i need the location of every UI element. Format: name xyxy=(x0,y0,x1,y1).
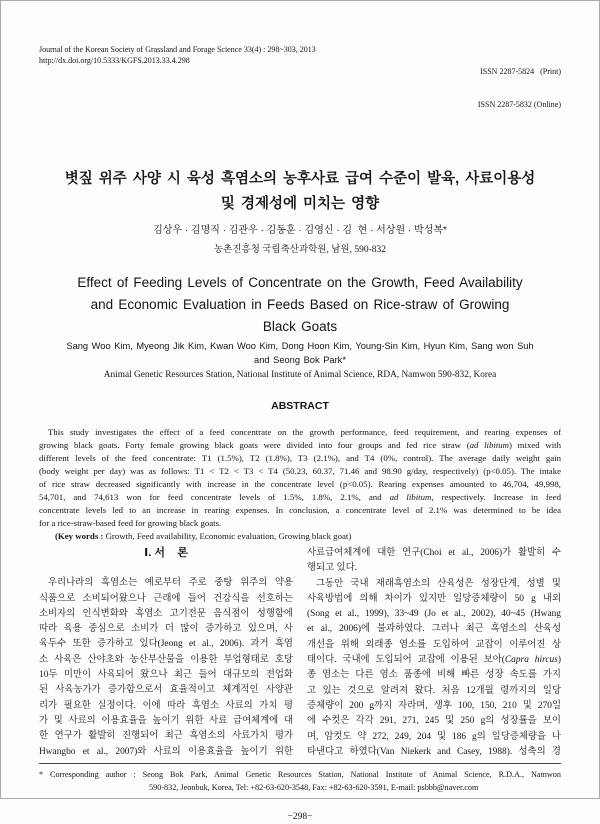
authors-korean: 김상우 · 김명직 · 김관우 · 김동훈 · 김영신 · 김 현 · 서상원 · 박성복* xyxy=(153,225,447,236)
text-line: 고 있는 것으로 알려져 왔다. 처음 12개월 령까지의 일당 xyxy=(307,685,561,696)
affiliation-english: Animal Genetic Resources Station, National Institute of Animal Science, RDA, Namwon 590-832, Korea xyxy=(103,370,497,380)
paper-title-english-line1: Effect of Feeding Levels of Concentrate on the Growth, Feed Availability xyxy=(77,275,523,290)
corresponding-author-note xyxy=(39,764,561,794)
page-content xyxy=(1,1,599,824)
text-line: 종 염소는 다른 염소 품종에 비해 빠른 성장 속도를 가지 xyxy=(307,670,561,681)
text-line: 소비자의 인식변화와 흑염소 고기전문 음식점이 성행함에 xyxy=(39,608,293,619)
paper-title-korean-line2: 및 경제성에 미치는 영향 xyxy=(220,196,380,212)
paper-title-korean-line1: 볏짚 위주 사양 시 육성 흑염소의 농후사료 급여 수준이 발육, 사료이용성 xyxy=(64,171,536,187)
paper-title-english-line2: and Economic Evaluation in Feeds Based on Rice-straw of Growing xyxy=(90,297,510,312)
keywords-text: Growth, Feed availability, Economic evaluation, Growing black goat) xyxy=(103,531,352,541)
text-line: 며, 암컷도 약 272, 249, 204 및 186 g의 일당증체량을 나 xyxy=(307,731,561,742)
text-line: 리가 필요한 실정이다. 이에 따라 흑염소 사료의 가치 평 xyxy=(39,700,293,711)
paper-title-english-line3: Black Goats xyxy=(262,319,338,334)
paper-title-korean xyxy=(39,167,561,217)
text-line: concentrate levels led to an increase in rearing expenses. In conclusion, a concentrate level of 2.1% was determined to be idea xyxy=(39,505,561,515)
body-column-right xyxy=(307,546,561,760)
issn-online: ISSN 2287-5832 (Online) xyxy=(477,100,561,109)
authors-english-line2: and Seong Bok Park* xyxy=(254,354,346,365)
page-header xyxy=(39,44,561,132)
issn-block xyxy=(478,44,561,132)
authors-english xyxy=(39,340,561,367)
text-line: 사료급여체계에 대한 연구(Choi et al., 2006)가 활발히 수 xyxy=(307,548,561,558)
abstract-text xyxy=(39,426,561,530)
section-heading-introduction: Ⅰ. 서 론 xyxy=(144,547,188,559)
text-line: different levels of the feed concentrate: T1 (1.5%), T2 (1.8%), T3 (2.1%), and T4 (0%, control). The average daily weight gain xyxy=(39,453,561,463)
text-line: 한 연구가 활발히 진행되어 최근 흑염소의 사료가치 평가 xyxy=(39,731,293,742)
text-line: Hwangbo et al., 2007)와 사료의 이용효율을 높이기 위한 xyxy=(39,746,293,757)
page-number: −298− xyxy=(287,812,313,823)
text-line: 행되고 있다. xyxy=(307,563,357,574)
paper-title-english xyxy=(39,272,561,338)
text-line: et al., 2006)에 불과하였다. 그러나 최근 흑염소의 산육성 xyxy=(307,624,561,635)
corresponding-author-line2: 590-832, Jeonbuk, Korea, Tel: +82-63-620-3548, Fax: +82-63-620-3591, E-mail: psbbb@naver.com xyxy=(149,783,479,793)
text-line: 가 및 사료의 이용효율을 높이기 위한 사료 급여체계에 대 xyxy=(39,715,293,726)
intro-paragraph-right xyxy=(307,546,561,760)
intro-paragraph-left xyxy=(39,576,293,760)
authors-english-line1: Sang Woo Kim, Myeong Jik Kim, Kwan Woo Kim, Dong Hoon Kim, Young-Sin Kim, Hyun Kim, Sang won Suh xyxy=(66,341,534,351)
body-columns xyxy=(39,546,561,760)
text-line: 사육방법에 의해 차이가 있지만 일당증체량이 50 g 내외 xyxy=(307,593,561,604)
text-line: 10두 미만이 사육되어 왔으나 최근 들어 대규모의 전업화 xyxy=(39,670,293,681)
body-column-left xyxy=(39,546,293,760)
text-line: 54,701, and 74,613 won for feed concentrate levels of 1.5%, 1.8%, 2.1%, and ad libitum, respectively. Increase in feed xyxy=(39,492,561,502)
text-line: 증체량이 200 g까지 자라며, 생후 100, 150, 210 및 270일 xyxy=(307,700,561,711)
text-line: 에 수컷은 각각 291, 271, 245 및 250 g의 성장률을 보이 xyxy=(307,716,561,727)
text-line: 태이다. 국내에 도입되어 교잡에 이용된 보아(Capra hircus) xyxy=(307,655,561,666)
text-line: 육두수 또한 증가하고 있다(Jeong et al., 2006). 과거 흑염 xyxy=(39,639,293,650)
corresponding-author-line1: * Corresponding author : Seong Bok Park, Animal Genetic Resources Station, National Institute of Animal Science, R.D.A., Namwon xyxy=(39,770,561,780)
affiliation-korean: 농촌진흥청 국립축산과학원, 남원, 590-832 xyxy=(213,245,387,255)
text-line: for a rice-straw-based feed for growing black goats. xyxy=(39,518,222,528)
text-line: 된 사육농가가 증가함으로서 효율적이고 체계적인 사양관 xyxy=(39,685,293,696)
text-line: 소 사육은 산야초와 농산부산물을 이용한 부업형태로 호당 xyxy=(39,654,293,665)
text-line: growing black goats. Forty female growing black goats were divided into four groups and fed rice straw (ad libitum) mixed with xyxy=(39,440,561,450)
keywords-label: (Key words : xyxy=(55,531,104,541)
text-line: (body weight per day) was as follows: T1 < T2 < T3 < T4 (50.23, 60.37, 71.46 and 98.90 g/day, respectively) (p<0.05). The intake xyxy=(39,466,561,476)
text-line: 우리나라의 흑염소는 예로부터 주로 중탕 위주의 약용 xyxy=(48,578,293,589)
journal-citation xyxy=(39,44,316,132)
text-line: 식품으로 소비되어왔으나 근래에 들어 건강식을 선호하는 xyxy=(39,593,293,604)
abstract-heading: ABSTRACT xyxy=(271,400,329,412)
text-line: (Song et al., 1999), 33~49 (Jo et al., 2002), 40~45 (Hwang xyxy=(307,609,561,620)
text-line: of rice straw decreased significantly with increase in the concentrate level (p<0.05). Rearing expenses amounted to 46,704, 49,998, xyxy=(39,479,561,489)
doi-line: http://dx.doi.org/10.5333/KGFS.2013.33.4.298 xyxy=(39,56,190,65)
issn-print: ISSN 2287-5824 (Print) xyxy=(480,67,561,76)
text-line: 그동안 국내 재래흑염소의 산육성은 성장단계, 성별 및 xyxy=(316,578,561,589)
text-line: 개선을 위해 외래종 염소를 도입하여 교잡이 이루어진 상 xyxy=(307,639,561,650)
keywords-line xyxy=(39,530,561,543)
journal-citation-line: Journal of the Korean Society of Grassland and Forage Science 33(4) : 298~303, 2013 xyxy=(39,45,316,54)
text-line: 타낸다고 하였다(Van Niekerk and Casey, 1988). 성축의 경 xyxy=(307,746,561,757)
text-line: 따라 육용 중심으로 소비가 더 많이 증가하고 있으며, 사 xyxy=(39,624,293,635)
text-line: This study investigates the effect of a feed concentrate on the growth performance, feed requirement, and rearing expenses of xyxy=(48,427,561,437)
